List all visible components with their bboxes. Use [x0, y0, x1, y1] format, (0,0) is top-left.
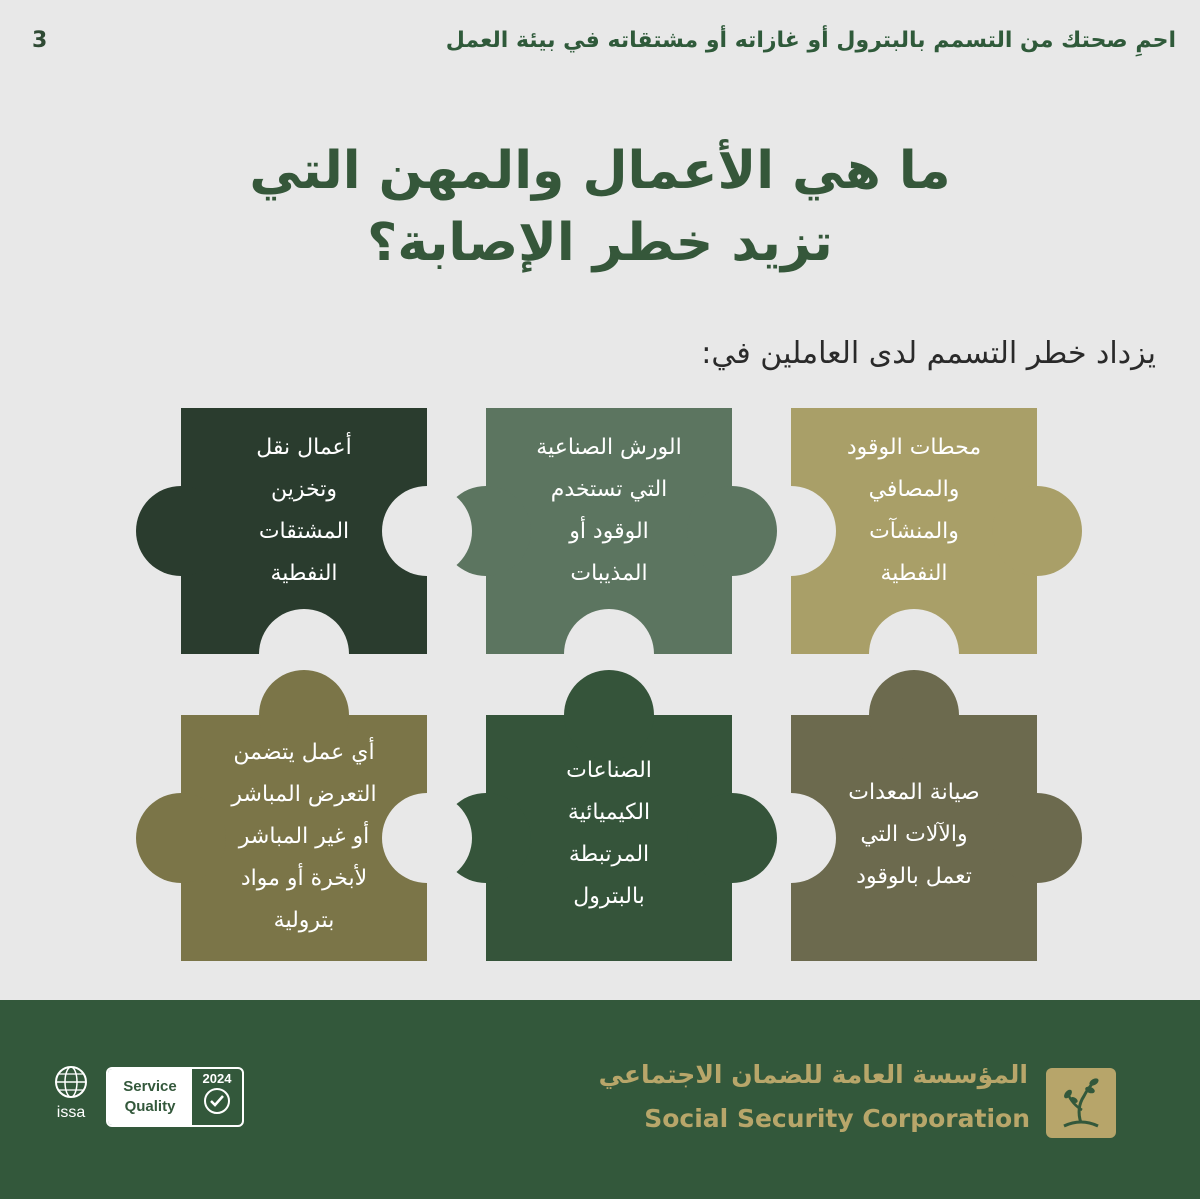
piece-3-text	[199, 427, 409, 595]
piece-2-text	[504, 427, 714, 595]
tree-logo-icon	[1046, 1068, 1116, 1138]
piece-6-line-1: أي عمل يتضمن	[233, 740, 375, 765]
tree-logo	[1046, 1068, 1116, 1138]
title-line-1: ما هي الأعمال والمهن التي	[249, 141, 951, 201]
badge-line-1: Service	[123, 1078, 177, 1095]
piece-4-line-3: تعمل بالوقود	[856, 864, 972, 889]
badge-label	[108, 1069, 192, 1125]
badge-line-2: Quality	[124, 1098, 176, 1115]
globe-icon	[46, 1064, 96, 1104]
piece-6-line-4: لأبخرة أو مواد	[240, 866, 368, 891]
piece-5-line-3: المرتبطة	[568, 842, 650, 867]
piece-6-line-2: التعرض المباشر	[231, 782, 377, 807]
piece-1-line-3: والمنشآت	[869, 519, 959, 544]
title-line-2: تزيد خطر الإصابة؟	[367, 213, 833, 273]
piece-6-text	[182, 732, 426, 942]
issa-label: issa	[56, 1104, 86, 1121]
piece-3-line-1: أعمال نقل	[256, 435, 352, 460]
piece-5-line-4: بالبترول	[573, 884, 645, 909]
piece-3-line-2: وتخزين	[271, 477, 337, 502]
badge-year: 2024	[202, 1071, 232, 1086]
piece-2-line-1: الورش الصناعية	[536, 435, 682, 460]
piece-6-line-3: أو غير المباشر	[238, 824, 370, 849]
org-name-arabic: المؤسسة العامة للضمان الاجتماعي	[598, 1060, 1028, 1089]
piece-1-line-1: محطات الوقود	[846, 435, 982, 460]
piece-2-line-3: الوقود أو	[569, 519, 649, 544]
campaign-header: احمِ صحتك من التسمم بالبترول أو غازاته أو مشتقاته في بيئة العمل	[445, 28, 1176, 53]
piece-5-text	[504, 750, 714, 918]
piece-3-line-3: المشتقات	[258, 519, 350, 544]
service-quality-badge	[106, 1067, 244, 1127]
checkmark-icon	[201, 1086, 233, 1116]
piece-6-line-5: بترولية	[273, 908, 335, 933]
piece-2-line-4: المذيبات	[570, 561, 648, 586]
page-number: 3	[32, 28, 48, 53]
piece-3-line-4: النفطية	[270, 561, 338, 586]
footer	[0, 1000, 1200, 1199]
piece-5-line-1: الصناعات	[566, 758, 652, 783]
piece-4-line-2: والآلات التي	[860, 822, 968, 847]
org-name-english: Social Security Corporation	[644, 1104, 1030, 1133]
piece-4-line-1: صيانة المعدات	[848, 780, 980, 805]
piece-1-text	[809, 427, 1019, 595]
piece-1-line-4: النفطية	[880, 561, 948, 586]
intro-text: يزداد خطر التسمم لدى العاملين في:	[701, 336, 1156, 371]
badge-year-block	[192, 1069, 242, 1125]
issa-logo	[46, 1064, 96, 1134]
piece-4-text	[809, 772, 1019, 898]
piece-2-line-2: التي تستخدم	[550, 477, 668, 502]
piece-5-line-2: الكيميائية	[567, 800, 651, 825]
piece-1-line-2: والمصافي	[868, 477, 960, 502]
